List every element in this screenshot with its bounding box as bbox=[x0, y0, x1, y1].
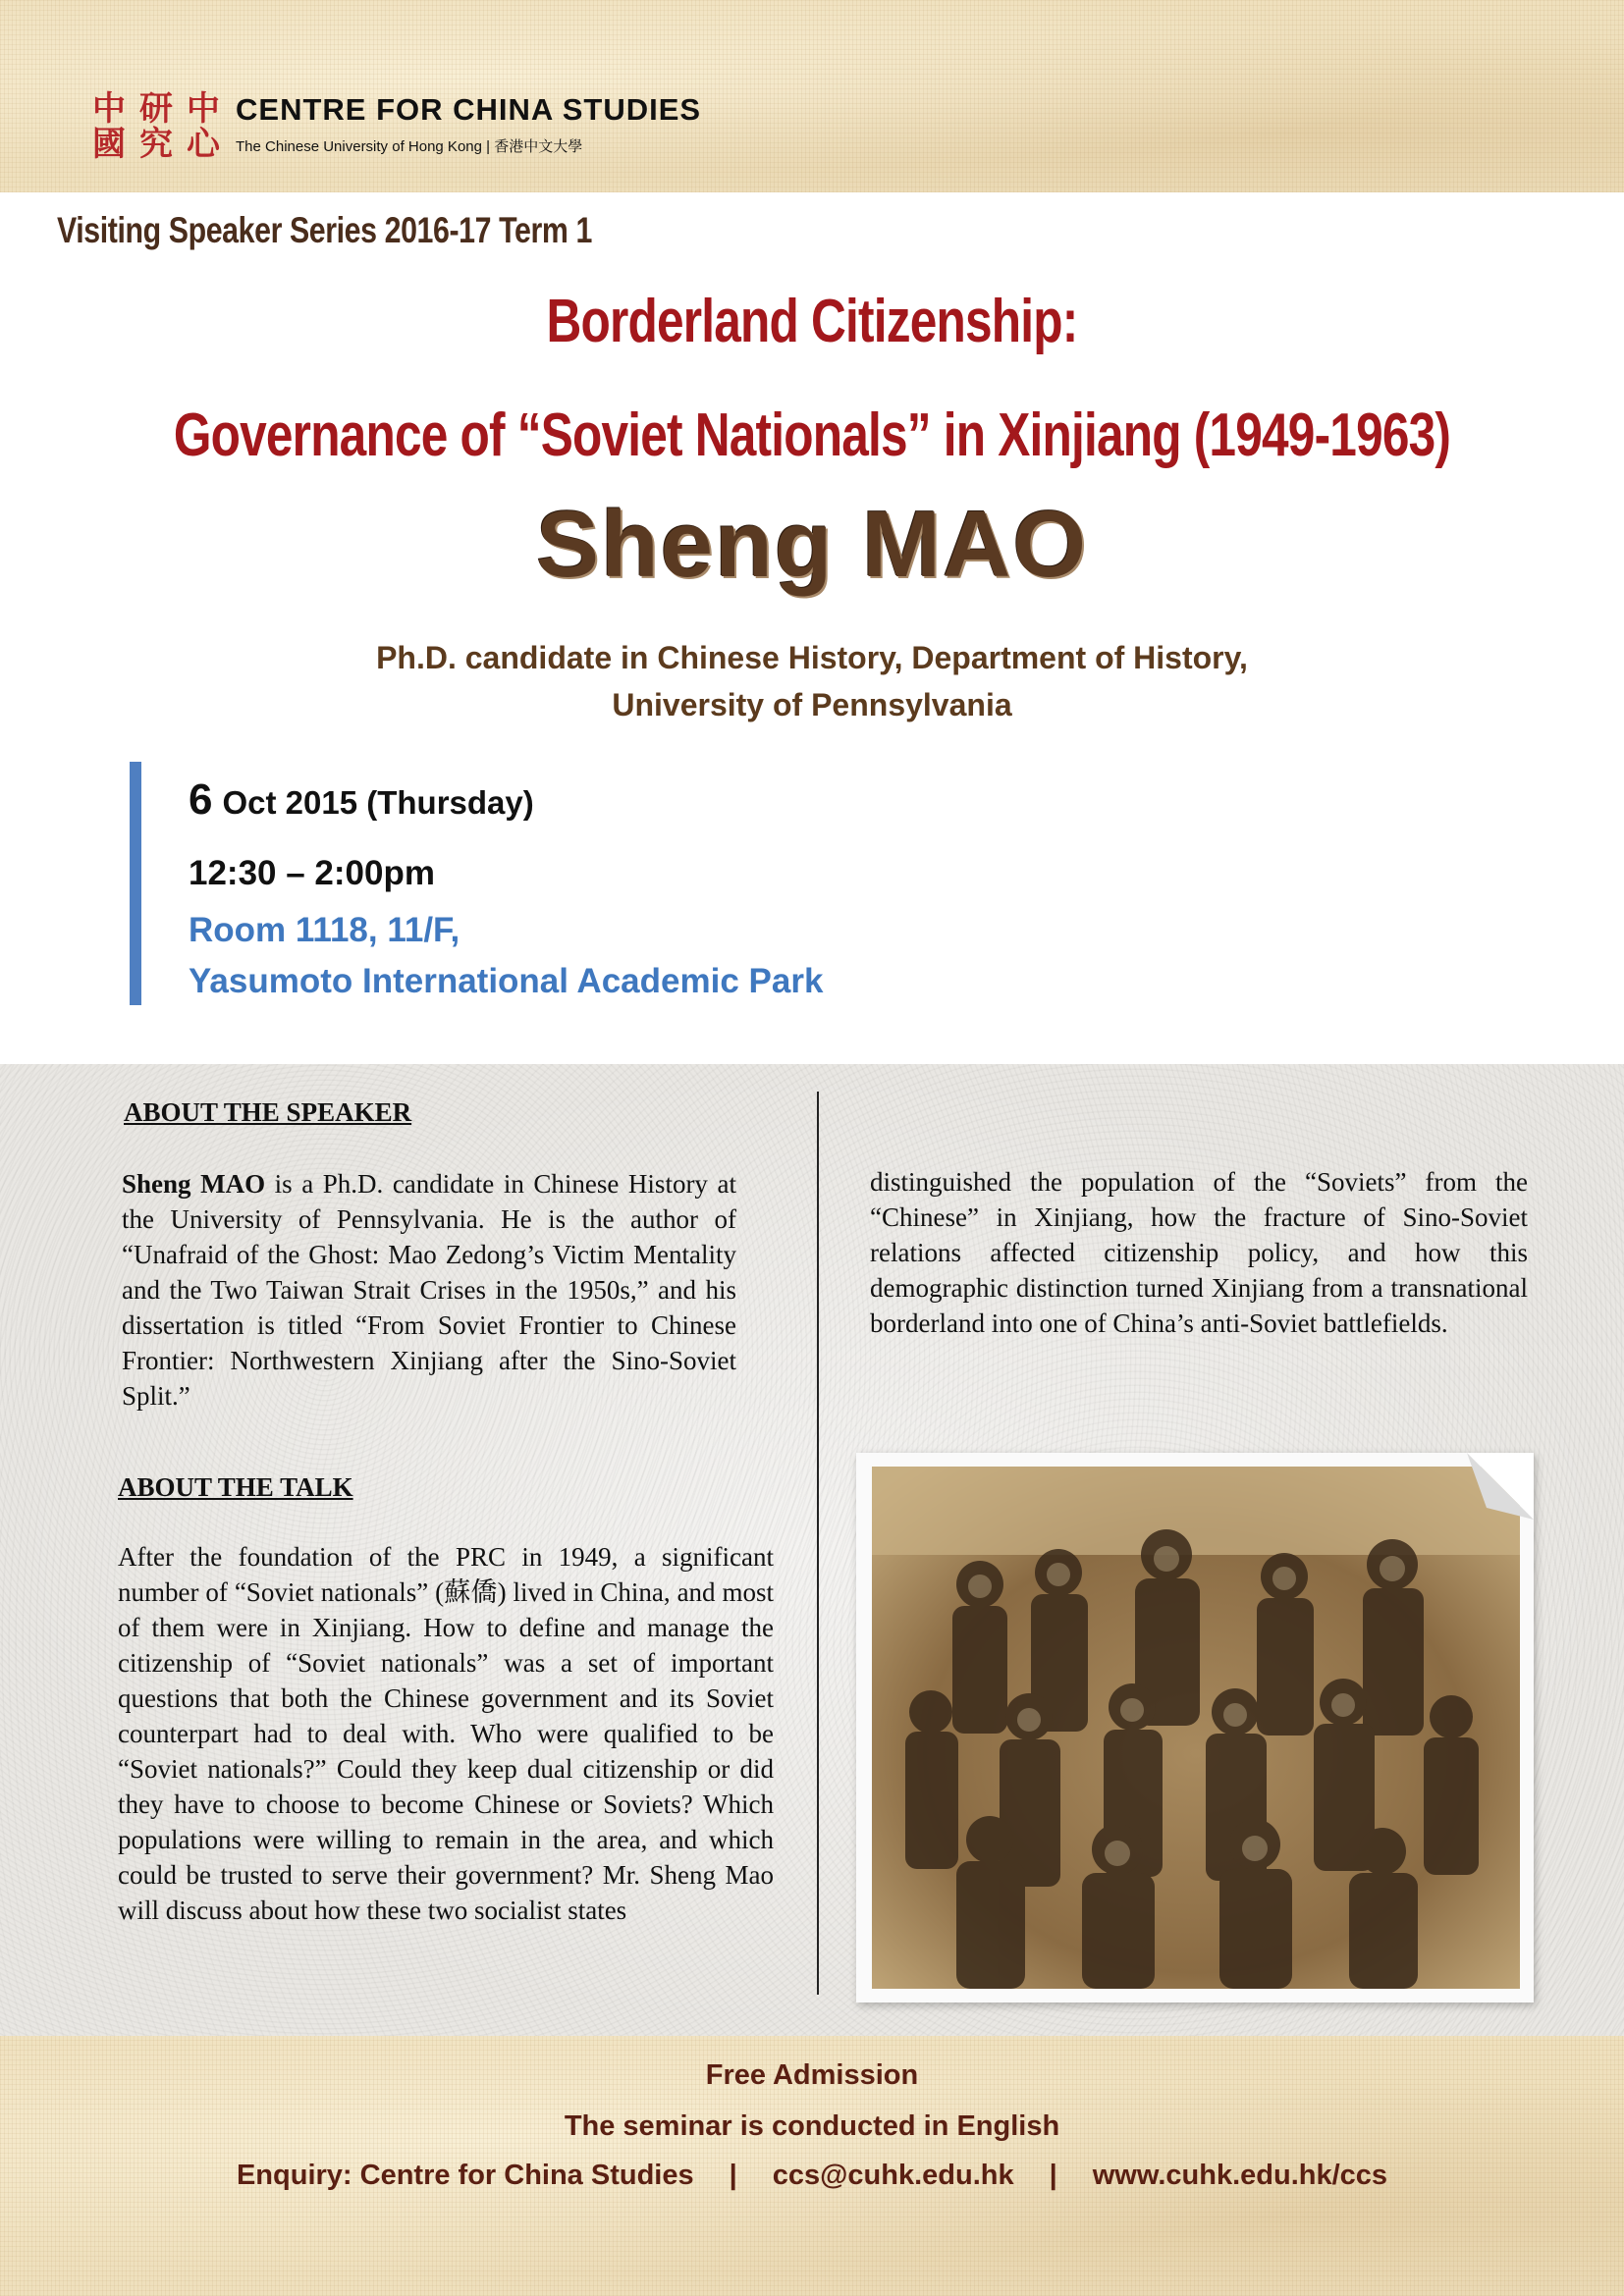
logo-char: 研 bbox=[139, 89, 173, 129]
series-title: Visiting Speaker Series 2016-17 Term 1 bbox=[57, 210, 592, 250]
event-date-rest: Oct 2015 (Thursday) bbox=[222, 784, 534, 821]
ccs-logo bbox=[90, 88, 238, 159]
about-talk-heading: ABOUT THE TALK bbox=[118, 1472, 353, 1502]
about-speaker-heading: ABOUT THE SPEAKER bbox=[124, 1097, 412, 1127]
event-time: 12:30 – 2:00pm bbox=[189, 854, 435, 892]
email-link[interactable]: ccs@cuhk.edu.hk bbox=[772, 2160, 1014, 2191]
talk-title-line2: Governance of “Soviet Nationals” in Xinjiang (1949-1963) bbox=[173, 401, 1451, 469]
logo-char: 心 bbox=[187, 125, 220, 159]
event-venue: Yasumoto International Academic Park bbox=[189, 962, 824, 1000]
event-day: 6 bbox=[189, 775, 213, 824]
university-line: The Chinese University of Hong Kong | 香港中文大學 bbox=[236, 138, 583, 155]
free-admission: Free Admission bbox=[705, 2059, 919, 2091]
logo-char: 中 bbox=[92, 89, 126, 129]
historical-group-photo bbox=[872, 1467, 1520, 1989]
photo-corner-fold bbox=[1467, 1453, 1534, 1520]
centre-name: CENTRE FOR CHINA STUDIES bbox=[236, 92, 702, 127]
logo-char: 究 bbox=[139, 125, 173, 159]
bio-speaker-name: Sheng MAO bbox=[122, 1169, 266, 1199]
logo-char: 中 bbox=[187, 89, 220, 129]
logo-char: 國 bbox=[92, 125, 126, 159]
separator: | bbox=[1049, 2160, 1057, 2191]
talk-title-line1: Borderland Citizenship: bbox=[546, 288, 1078, 355]
event-accent-bar bbox=[130, 762, 141, 1005]
event-date bbox=[189, 775, 534, 825]
column-divider bbox=[817, 1092, 819, 1995]
speaker-affiliation-line2: University of Pennsylvania bbox=[612, 687, 1012, 722]
talk-abstract-part1: After the foundation of the PRC in 1949, a significant number of “Soviet nationals” (蘇僑) lived in China, and most of them were in Xinjiang. How to define and manage the citizenship of “Soviet nationals” was a set of important questions that both the Chinese government and its Soviet counterpart had to deal with. Who were qualified to be “Soviet nationals?” Could they keep dual citizenship or did they have to choose to become Chinese or Soviets? Which populations were willing to remain in the area, and which could be trusted to serve their government? Mr. Sheng Mao will discuss about how these two socialist states bbox=[118, 1542, 774, 1925]
event-room: Room 1118, 11/F, bbox=[189, 911, 460, 949]
speaker-name: Sheng MAO bbox=[536, 492, 1088, 597]
separator: | bbox=[729, 2160, 737, 2191]
seminar-language: The seminar is conducted in English bbox=[564, 2110, 1060, 2142]
talk-abstract-part2: distinguished the population of the “Soviets” from the “Chinese” in Xinjiang, how the fracture of Sino-Soviet relations affected citizenship policy, and how this demographic distinction turned Xinjiang from a transnational borderland into one of China’s anti-Soviet battlefields. bbox=[870, 1167, 1528, 1338]
bio-text: is a Ph.D. candidate in Chinese History at the University of Pennsylvania. He is the author of “Unafraid of the Ghost: Mao Zedong’s Victim Mentality and the Two Taiwan Strait Crises in the 1950s,” and his dissertation is titled “From Soviet Frontier to Chinese Frontier: Northwestern Xinjiang after the Sino-Soviet Split.” bbox=[122, 1169, 736, 1411]
speaker-affiliation-line1: Ph.D. candidate in Chinese History, Department of History, bbox=[376, 640, 1248, 675]
enquiry-line bbox=[0, 2160, 1624, 2192]
website-link[interactable]: www.cuhk.edu.hk/ccs bbox=[1092, 2160, 1388, 2191]
speaker-bio bbox=[122, 1166, 736, 1414]
enquiry-label: Enquiry: Centre for China Studies bbox=[236, 2160, 694, 2191]
